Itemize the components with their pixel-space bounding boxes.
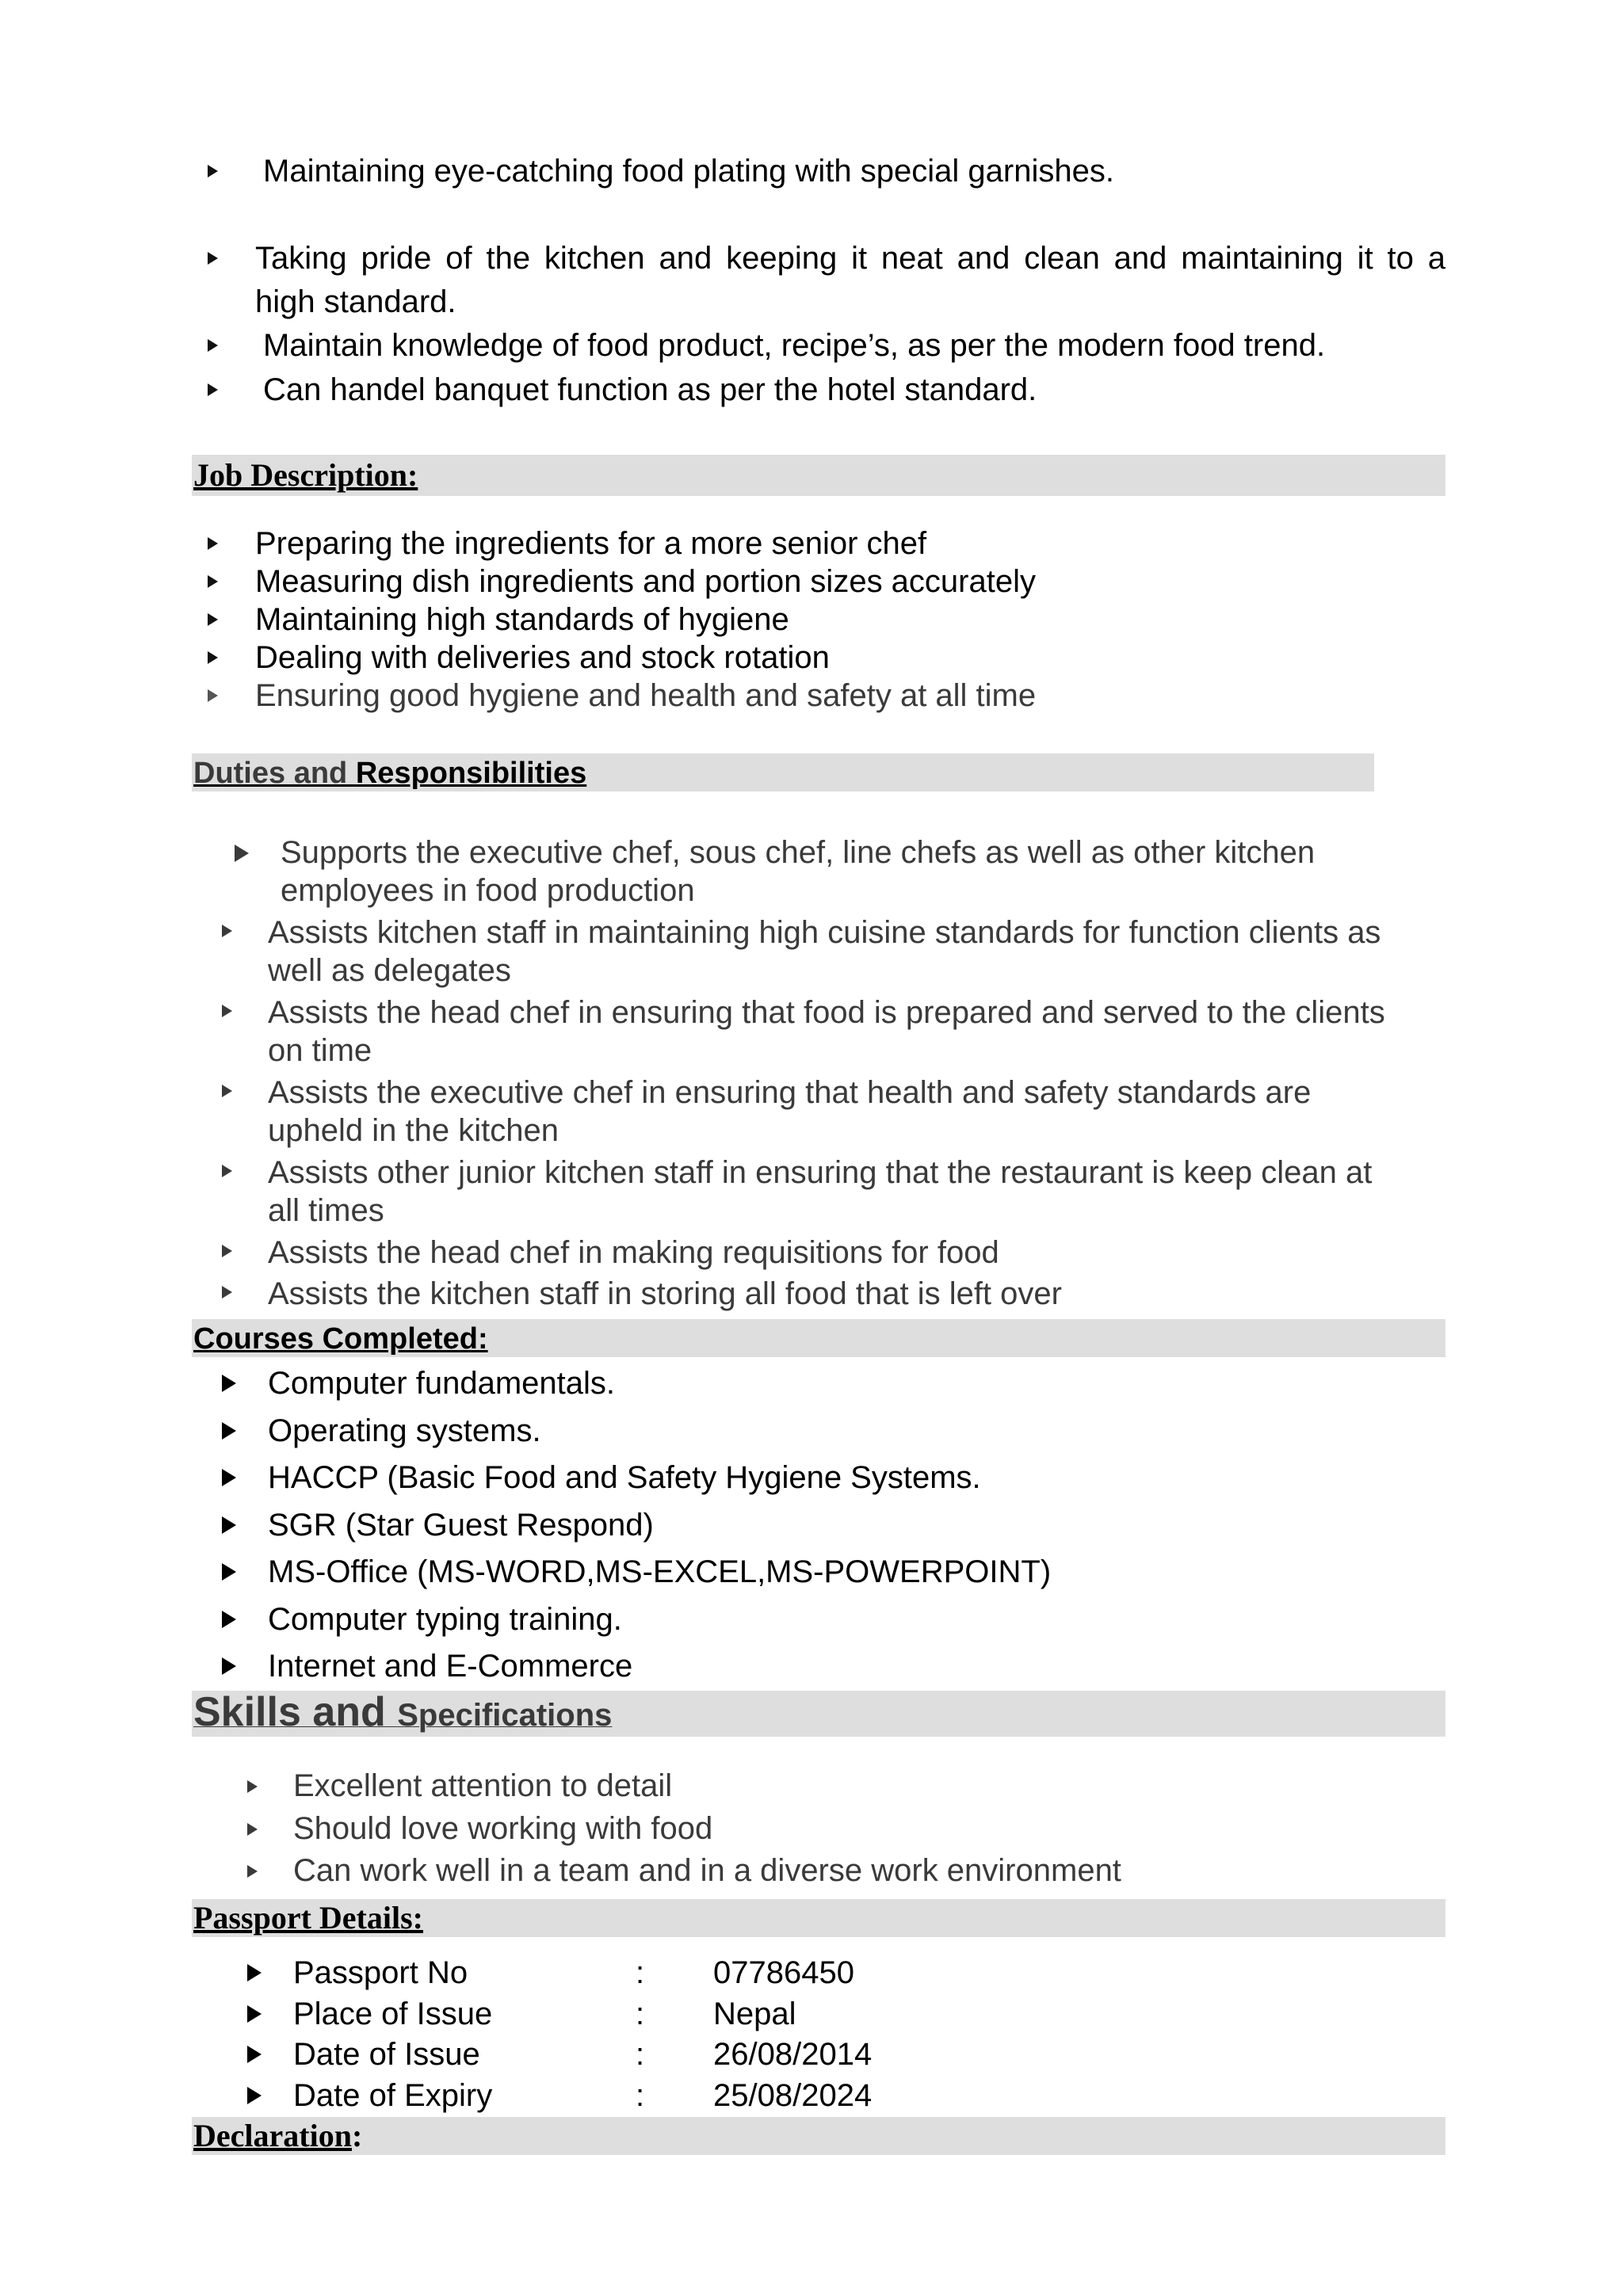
passport-label: Date of Expiry xyxy=(293,2077,493,2113)
list-item: Computer fundamentals. xyxy=(268,1366,616,1401)
list-item-continuation: well as delegates xyxy=(268,953,511,988)
heading-part: Skills and xyxy=(193,1689,398,1735)
bullet-icon xyxy=(222,1375,236,1392)
passport-label: Passport No xyxy=(293,1955,468,1990)
passport-value: 26/08/2014 xyxy=(713,2037,873,2072)
bullet-icon xyxy=(208,537,218,550)
list-item: Measuring dish ingredients and portion sizes accurately xyxy=(255,564,1036,599)
list-item: HACCP (Basic Food and Safety Hygiene Systems. xyxy=(268,1460,981,1495)
heading-part: Responsibilities xyxy=(355,757,587,790)
bullet-icon xyxy=(222,1245,232,1257)
section-heading-skills xyxy=(193,1688,612,1740)
bullet-icon xyxy=(222,1563,236,1581)
heading-part: Declaration xyxy=(193,2118,352,2153)
passport-separator: : xyxy=(636,2037,645,2072)
section-heading-passport: Passport Details: xyxy=(193,1900,423,1936)
list-item: Assists other junior kitchen staff in ensuring that the restaurant is keep clean at xyxy=(268,1155,1373,1190)
bullet-icon xyxy=(247,1865,258,1878)
passport-value: Nepal xyxy=(713,1996,796,2031)
passport-separator: : xyxy=(636,1996,645,2031)
bullet-icon xyxy=(208,613,218,626)
heading-part: Specifications xyxy=(397,1698,613,1733)
section-heading-declaration xyxy=(193,2117,362,2155)
list-item: Excellent attention to detail xyxy=(293,1768,673,1803)
bullet-icon xyxy=(247,1780,258,1793)
heading-part: : xyxy=(351,2118,363,2153)
list-item: Preparing the ingredients for a more senior chef xyxy=(255,526,927,561)
list-item-continuation: high standard. xyxy=(255,284,456,319)
bullet-icon xyxy=(208,689,218,702)
list-item: Maintain knowledge of food product, recipe’s, as per the modern food trend. xyxy=(263,328,1326,363)
passport-label: Place of Issue xyxy=(293,1996,493,2031)
bullet-icon xyxy=(208,339,218,352)
list-item: Taking pride of the kitchen and keeping it neat and clean and maintaining it to a xyxy=(255,241,1445,276)
list-item: Can work well in a team and in a diverse work environment xyxy=(293,1853,1121,1888)
heading-part: Duties and xyxy=(193,757,356,790)
section-heading-courses: Courses Completed: xyxy=(193,1322,488,1356)
passport-separator: : xyxy=(636,2077,645,2113)
list-item: Computer typing training. xyxy=(268,1601,622,1637)
bullet-icon xyxy=(208,252,218,265)
bullet-icon xyxy=(247,2005,262,2023)
bullet-icon xyxy=(247,2087,262,2104)
passport-value: 25/08/2024 xyxy=(713,2077,873,2113)
section-heading-duties xyxy=(193,755,586,791)
list-item: Supports the executive chef, sous chef, line chefs as well as other kitchen xyxy=(281,835,1316,870)
bullet-icon xyxy=(208,575,218,588)
list-item: SGR (Star Guest Respond) xyxy=(268,1507,654,1543)
list-item: Maintaining high standards of hygiene xyxy=(255,602,789,637)
bullet-icon xyxy=(208,383,218,396)
list-item: Assists kitchen staff in maintaining high cuisine standards for function clients as xyxy=(268,915,1381,950)
list-item: Maintaining eye-catching food plating with special garnishes. xyxy=(263,154,1114,189)
section-band xyxy=(192,2117,1445,2155)
list-item: Assists the head chef in making requisitions for food xyxy=(268,1235,999,1270)
list-item: Assists the kitchen staff in storing all food that is left over xyxy=(268,1276,1062,1311)
list-item-continuation: employees in food production xyxy=(281,873,695,908)
list-item: Can handel banquet function as per the hotel standard. xyxy=(263,372,1037,407)
bullet-icon xyxy=(208,651,218,664)
bullet-icon xyxy=(222,1469,236,1486)
bullet-icon xyxy=(247,2046,262,2063)
bullet-icon xyxy=(222,1657,236,1675)
list-item: Assists the executive chef in ensuring that health and safety standards are xyxy=(268,1075,1312,1110)
list-item: Dealing with deliveries and stock rotation xyxy=(255,640,830,675)
bullet-icon xyxy=(208,165,218,177)
section-heading-job-description: Job Description: xyxy=(193,457,418,493)
bullet-icon xyxy=(222,1611,236,1628)
bullet-icon xyxy=(222,1422,236,1440)
list-item: Internet and E-Commerce xyxy=(268,1649,633,1684)
bullet-icon xyxy=(222,1085,232,1097)
bullet-icon xyxy=(222,1516,236,1534)
list-item: Ensuring good hygiene and health and safety at all time xyxy=(255,678,1037,713)
passport-label: Date of Issue xyxy=(293,2037,480,2072)
passport-value: 07786450 xyxy=(713,1955,854,1990)
bullet-icon xyxy=(235,845,249,862)
list-item: Assists the head chef in ensuring that food is prepared and served to the clients xyxy=(268,995,1385,1030)
list-item: Operating systems. xyxy=(268,1413,541,1448)
list-item-continuation: all times xyxy=(268,1193,384,1228)
bullet-icon xyxy=(222,1286,232,1299)
passport-separator: : xyxy=(636,1955,645,1990)
bullet-icon xyxy=(247,1964,262,1981)
bullet-icon xyxy=(247,1823,258,1836)
bullet-icon xyxy=(222,925,232,937)
list-item-continuation: on time xyxy=(268,1033,372,1068)
list-item: MS-Office (MS-WORD,MS-EXCEL,MS-POWERPOINT) xyxy=(268,1554,1052,1589)
list-item-continuation: upheld in the kitchen xyxy=(268,1113,559,1148)
bullet-icon xyxy=(222,1005,232,1017)
bullet-icon xyxy=(222,1165,232,1177)
list-item: Should love working with food xyxy=(293,1811,713,1846)
